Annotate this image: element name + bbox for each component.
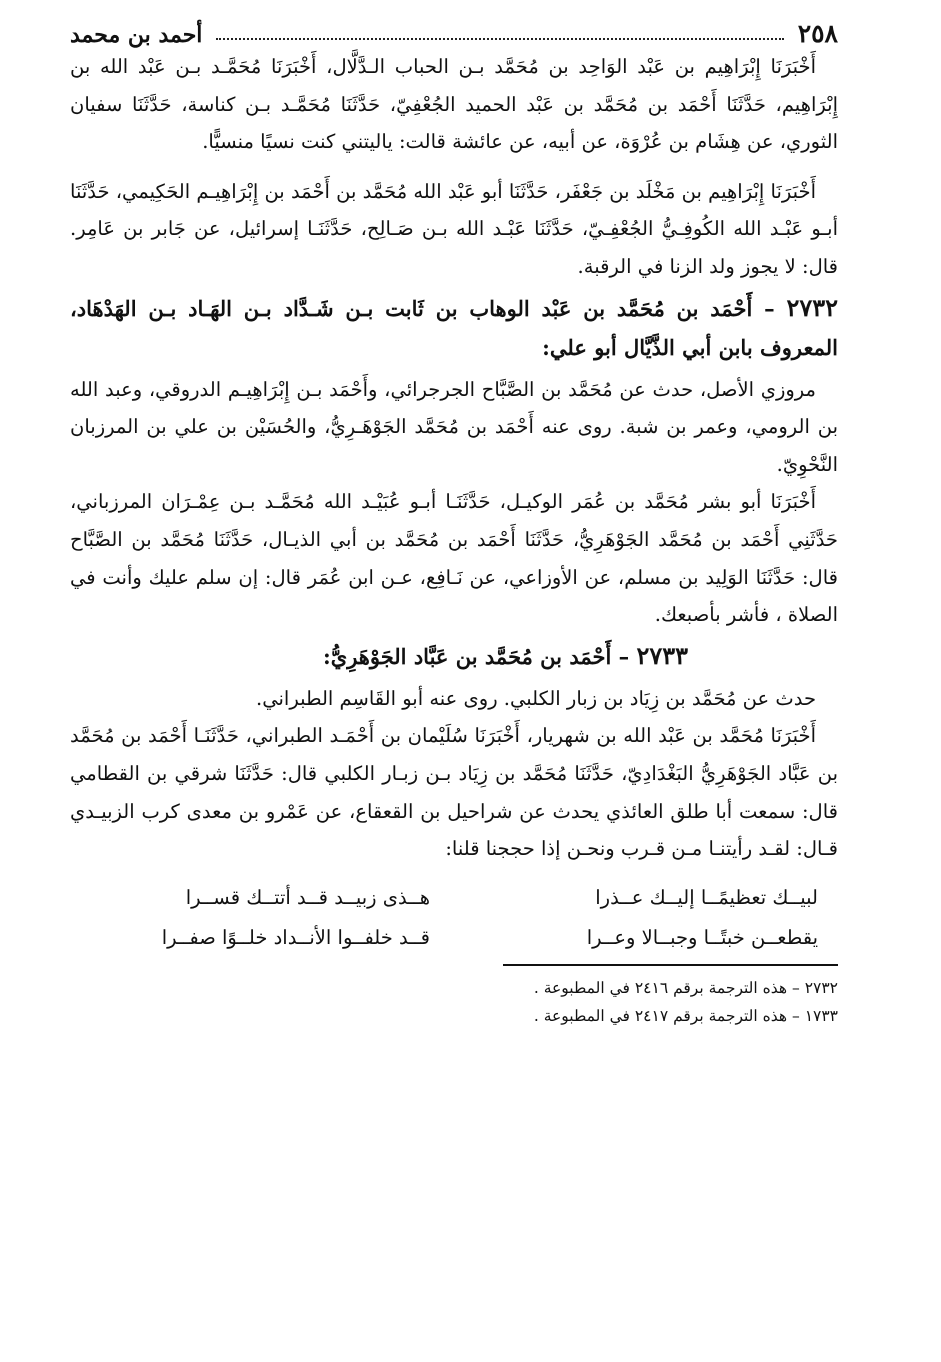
book-page [70, 14, 838, 1030]
poem-hemistich: يقطعــن خبتًــا وجبــالا وعــرا [586, 925, 818, 949]
poem-hemistich: قــد خلفــوا الأنــداد خلــوًا صفــرا [161, 925, 430, 949]
entry-2733-bio: حدث عن مُحَمَّد بن زِيَاد بن زبار الكلبي. روى عنه أبو القَاسِم الطبراني. [256, 686, 816, 710]
poem-hemistich: لبيــك تعظيمًــا إليــك عــذرا [595, 885, 818, 909]
poem [70, 878, 838, 958]
entry-2733-number: ٢٧٣٣ [636, 640, 688, 670]
footnote-separator [503, 964, 838, 966]
entry-2732-hadith: أَخْبَرَنَا أبو بشر مُحَمَّد بن عُمَر الوكيـل، حَدَّثَنَـا أبـو عُبَيْـد الله مُحَمَّـد بـن عِمْـرَان المرزباني، حَدَّثَنِي أَحْمَد بن مُحَمَّد الجَوْهَرِيُّ، حَدَّثَنَا أَحْمَد بن مُحَمَّد بن أبي الذيـال، حَدَّثَنَا مُحَمَّد بن الصَّبَّاح قال: حَدَّثَنَا الوَلِيد بن مسلم، عن الأوزاعي، عن نَـافِع، عـن ابن عُمَر قال: إن سلم عليك وأنت في الصلاة ، فأشر بأصبعك. [70, 490, 838, 627]
paragraph-hadith-raqaba: أَخْبَرَنَا إِبْرَاهِيم بن مَخْلَد بن جَعْفَر، حَدَّثَنَا أبو عَبْد الله مُحَمَّد بن أَحْمَد بن إِبْرَاهِيـم الحَكِيمي، حَدَّثَنَا أبـو عَبْـد الله الكُوفِـيُّ الجُعْفِـيّ، حَدَّثَنَا عَبْـد الله بـن صَـالِح، حَدَّثَنَـا إسرائيل، عن جَابر بن عَامِر. قال: لا يجوز ولد الزنا في الرقبة. [70, 179, 838, 278]
footnote: ٢٧٣٢ – هذه الترجمة برقم ٢٤١٦ في المطبوعة . [533, 978, 838, 997]
page-header [70, 14, 838, 48]
header-dotted-leader [216, 37, 783, 40]
running-title: أحمد بن محمد [70, 22, 203, 48]
entry-2733-hadith: أَخْبَرَنَا مُحَمَّد بن عَبْد الله بن شهريار، أَخْبَرَنَا سُلَيْمان بن أَحْمَـد الطبراني، حَدَّثَنَـا أَحْمَد بن مُحَمَّد بن عَبَّاد الجَوْهَرِيُّ البَغْدَادِيّ، حَدَّثَنَا مُحَمَّد بن زِيَاد بـن زبـار الكلبي قال: حَدَّثَنَا شرقي بن القطامي قال: سمعت أبا طلق العائذي يحدث عن شراحيل بن القعقاع، عن عَمْرو بن معدى كرب الزبيـدي قـال: لقـد رأيتنـا مـن قـرب ونحـن إذا حججنا قلنا: [70, 724, 838, 861]
paragraph-hadith-aisha: أَخْبَرَنَا إِبْرَاهِيم بن عَبْد الوَاحِد بن مُحَمَّد بـن الحباب الـدَّلَّال، أَخْبَرَنَا مُحَمَّـد بـن عَبْد الله بن إِبْرَاهِيم، حَدَّثَنَا أَحْمَد بن مُحَمَّد بن عَبْد الحميد الجُعْفِيّ، حَدَّثَنَا مُحَمَّـد بـن كناسة، حَدَّثَنَا سفيان الثوري، عن هِشَام بن عُرْوَة، عن أبيه، عن عائشة قالت: ياليتني كنت نسيًا منسيًّا. [70, 55, 838, 154]
footnote: ١٧٣٣ – هذه الترجمة برقم ٢٤١٧ في المطبوعة . [533, 1006, 838, 1025]
entry-2733-title: – أَحْمَد بن مُحَمَّد بن عَبَّاد الجَوْهَرِيُّ: [323, 643, 630, 669]
entry-2732-heading [70, 288, 838, 367]
entry-2732-number: ٢٧٣٢ [786, 292, 838, 322]
poem-verse [70, 878, 838, 918]
poem-verse [70, 918, 838, 958]
entry-2732-title: – أَحْمَد بن مُحَمَّد بن عَبْد الوهاب بن ثَابت بـن شَـدَّاد بـن الهَـاد بـن الهَدْهَاد، المعروف بابن أبي الذَّيَّال أبو علي: [70, 295, 838, 360]
entry-2733-heading [70, 636, 838, 676]
poem-hemistich: هــذى زبيــد قــد أتتــك قســرا [185, 885, 430, 909]
page-number: ٢٥٨ [797, 19, 838, 48]
entry-2732-bio: مروزي الأصل، حدث عن مُحَمَّد بن الصَّبَّاح الجرجرائي، وأَحْمَد بـن إِبْرَاهِيـم الدروقي، وعبد الله بن الرومي، وعمر بن شبة. روى عنه أَحْمَد بن مُحَمَّد الجَوْهَـرِيُّ، والحُسَيْن بن علي بن المرزبان النَّحْوِيّ. [70, 377, 838, 476]
